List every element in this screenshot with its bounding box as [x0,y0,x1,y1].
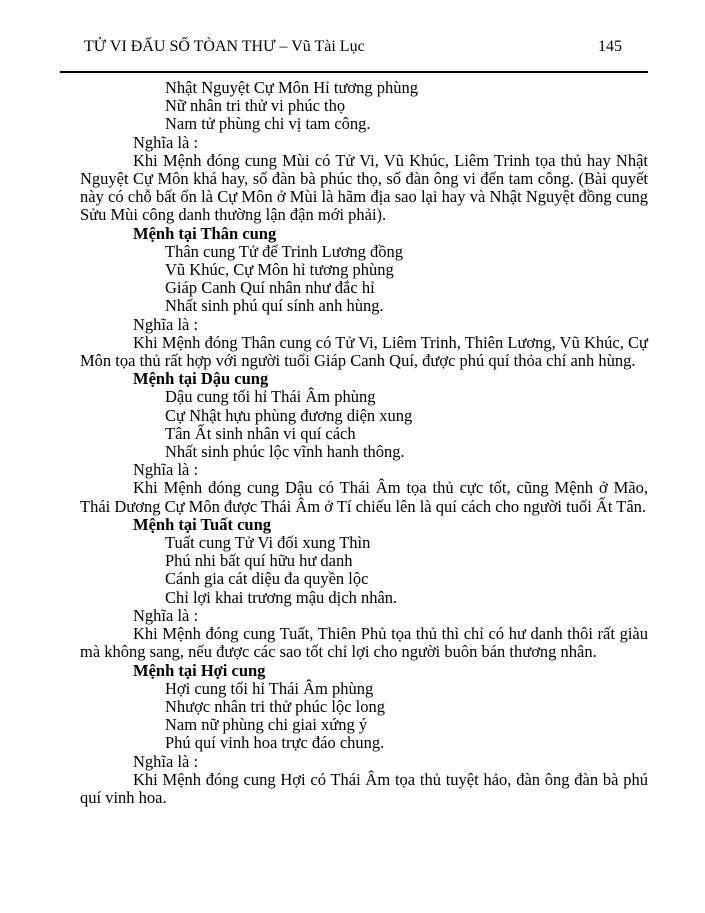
verse-line: Nam tử phùng chi vị tam công. [165,114,371,134]
paragraph: Khi Mệnh đóng cung Dậu có Thái Âm tọa thủ cực tốt, cũng Mệnh ở Mão, Thái Dương Cự Môn được Thái Âm ở Tí chiếu lên là quí cách cho người tuổi Ất Tân. [80,478,648,516]
header-divider [60,71,648,73]
book-title: TỬ VI ĐẨU SỐ TÒAN THƯ – Vũ Tài Lục [84,38,365,55]
paragraph: Khi Mệnh đóng cung Mùi có Tử Vi, Vũ Khúc, Liêm Trinh tọa thủ hay Nhật Nguyệt Cự Môn khá hay, số đàn bà phúc thọ, số đàn ông vi đến tam công. (Bài quyết này có chỗ bất ổn là Cự Môn ở Mùi là hãm địa sao lại hay và Nhật Nguyệt đồng cung Sửu Mùi công danh thường lận đận mới phải). [80,150,648,225]
section-heading: Mệnh tại Hợi cung [133,660,266,680]
paragraph: Khi Mệnh đóng cung Hợi có Thái Âm tọa thủ tuyệt hảo, đàn ông đàn bà phú quí vinh hoa. [80,769,648,807]
page-content [80,79,648,807]
verse-line: Cự Nhật hựu phùng đương diện xung [165,405,413,425]
meaning-label: Nghĩa là : [133,132,199,152]
verse-line: Hợi cung tối hỉ Thái Âm phùng [165,678,374,698]
meaning-label: Nghĩa là : [133,605,199,625]
paragraph: Khi Mệnh đóng cung Tuất, Thiên Phủ tọa thủ thì chỉ có hư danh thôi rất giàu mà không sang, nếu được các sao tốt chỉ lợi cho người buôn bán thương nhân. [80,624,648,662]
verse-block [80,243,648,316]
verse-line: Nam nữ phùng chi giai xứng ý [165,715,368,735]
paragraph: Khi Mệnh đóng Thân cung có Tử Vi, Liêm Trinh, Thiên Lương, Vũ Khúc, Cự Môn tọa thủ rất hợp với người tuổi Giáp Canh Quí, được phú quí thỏa chí anh hùng. [80,332,648,371]
verse-line: Cánh gia cát diệu đa quyền lộc [165,569,369,589]
verse-line: Phú quí vinh hoa trực đáo chung. [165,733,385,753]
verse-block [80,534,648,607]
page-header [84,38,622,56]
verse-line: Nữ nhân tri thử vi phúc thọ [165,96,346,116]
verse-block [80,680,648,753]
verse-line: Nhất sinh phúc lộc vĩnh hanh thông. [165,442,405,462]
verse-line: Tân Ất sinh nhân vi quí cách [165,423,356,443]
meaning-label: Nghĩa là : [133,751,199,771]
verse-line: Tuất cung Tử Vi đối xung Thìn [165,533,371,553]
section-heading: Mệnh tại Tuất cung [133,514,271,534]
meaning-label: Nghĩa là : [133,314,199,334]
verse-line: Nhược nhân tri thử phúc lộc long [165,696,385,716]
verse-line: Giáp Canh Quí nhân như đắc hỉ [165,278,375,298]
verse-line: Chỉ lợi khai trương mậu dịch nhân. [165,587,398,607]
verse-line: Vũ Khúc, Cự Môn hỉ tương phùng [165,260,394,280]
verse-line: Thân cung Tử đế Trinh Lương đồng [165,241,404,261]
section-heading: Mệnh tại Dậu cung [133,369,269,389]
section-heading: Mệnh tại Thân cung [133,223,277,243]
verse-line: Nhật Nguyệt Cự Môn Hỉ tương phùng [165,78,419,97]
meaning-label: Nghĩa là : [133,460,199,480]
verse-line: Phú nhi bất quí hữu hư danh [165,551,353,571]
verse-line: Dậu cung tối hỉ Thái Âm phùng [165,387,376,407]
verse-block [80,388,648,461]
verse-block [80,79,648,134]
page-number: 145 [598,38,622,55]
verse-line: Nhất sinh phú quí sính anh hùng. [165,296,384,316]
